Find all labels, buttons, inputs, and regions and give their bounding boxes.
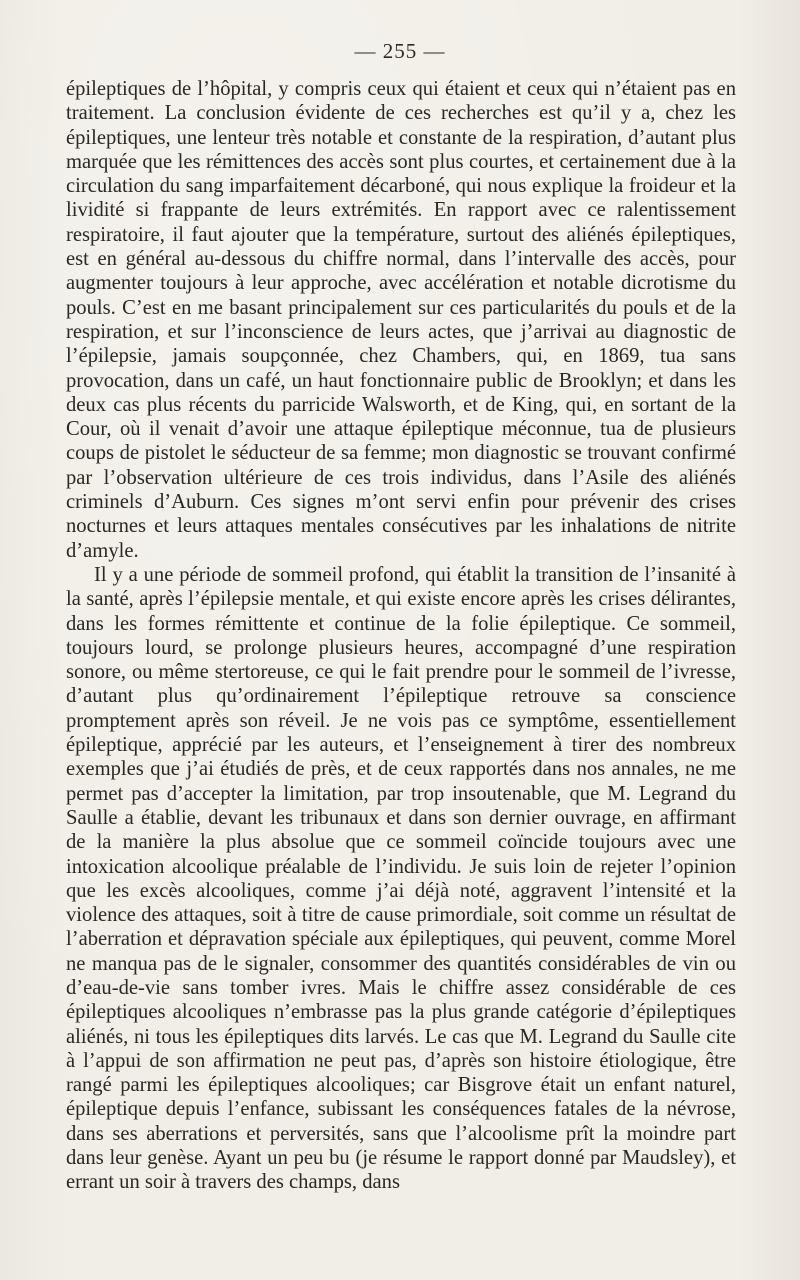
paragraph-1: épileptiques de l’hôpital, y compris ceux qui étaient et ceux qui n’étaient pas en traitement. La conclusion évidente de ces recherches est qu’il y a, chez les épileptiques, une lenteur très notable et constante de la respiration, d’autant plus marquée que les rémittences des accès sont plus courtes, et certainement due à la circulation du sang imparfaitement décarboné, qui nous explique la froideur et la lividité si frappante de leurs extrémités. En rapport avec ce ralentissement respiratoire, il faut ajouter que la température, surtout des aliénés épileptiques, est en général au-dessous du chiffre normal, dans l’intervalle des accès, pour augmenter toujours à leur approche, avec accélération et notable dicrotisme du pouls. C’est en me basant principalement sur ces particularités du pouls et de la respiration, et sur l’inconscience de leurs actes, que j’arrivai au diagnostic de l’épilepsie, jamais soupçonnée, chez Chambers, qui, en 1869, tua sans provocation, dans un café, un haut fonctionnaire public de Brooklyn; et dans les deux cas plus récents du parricide Walsworth, et de King, qui, en sortant de la Cour, où il venait d’avoir une attaque épileptique méconnue, tua de plusieurs coups de pistolet le séducteur de sa femme; mon diagnostic se trouvant confirmé par l’observation ultérieure de ces trois individus, dans l’Asile des aliénés criminels d’Auburn. Ces signes m’ont servi enfin pour prévenir des crises nocturnes et leurs attaques mentales consécutives par les inhalations de nitrite d’amyle. <box>66 78 736 562</box>
body-text <box>66 77 736 1195</box>
page-number-header: — 255 — <box>354 39 446 63</box>
paragraph-2: Il y a une période de sommeil profond, qui établit la transition de l’insanité à la santé, après l’épilepsie mentale, et qui existe encore après les crises délirantes, dans les formes rémittente et continue de la folie épileptique. Ce sommeil, toujours lourd, se prolonge plusieurs heures, accompagné d’une respiration sonore, ou même stertoreuse, ce qui le fait prendre pour le sommeil de l’ivresse, d’autant plus qu’ordinairement l’épileptique retrouve sa conscience promptement après son réveil. Je ne vois pas ce symptôme, essentiellement épileptique, apprécié par les auteurs, et l’enseignement à tirer des nombreux exemples que j’ai étudiés de près, et de ceux rapportés dans nos annales, ne me permet pas d’accepter la limitation, par trop insoutenable, que M. Legrand du Saulle a établie, devant les tribunaux et dans son dernier ouvrage, en affirmant de la manière la plus absolue que ce sommeil coïncide toujours avec une intoxication alcoolique préalable de l’individu. Je suis loin de rejeter l’opinion que les excès alcooliques, comme j’ai déjà noté, aggravent l’intensité et la violence des attaques, soit à titre de cause primordiale, soit comme un résultat de l’aberration et dépravation spéciale aux épileptiques, qui peuvent, comme Morel ne manqua pas de le signaler, consommer des quantités considérables de vin ou d’eau-de-vie sans tomber ivres. Mais le chiffre assez considérable de ces épileptiques alcooliques n’embrasse pas la plus grande catégorie d’épileptiques aliénés, ni tous les épileptiques dits larvés. Le cas que M. Legrand du Saulle cite à l’appui de son affirmation ne peut pas, d’après son histoire étiologique, être rangé parmi les épileptiques alcooliques; car Bisgrove était un enfant naturel, épileptique depuis l’enfance, subissant les conséquences fatales de la névrose, dans ses aberrations et perversités, sans que l’alcoolisme prît la moindre part dans leur genèse. Ayant un peu bu (je résume le rapport donné par Maudsley), et errant un soir à travers des champs, dans <box>66 563 736 1194</box>
